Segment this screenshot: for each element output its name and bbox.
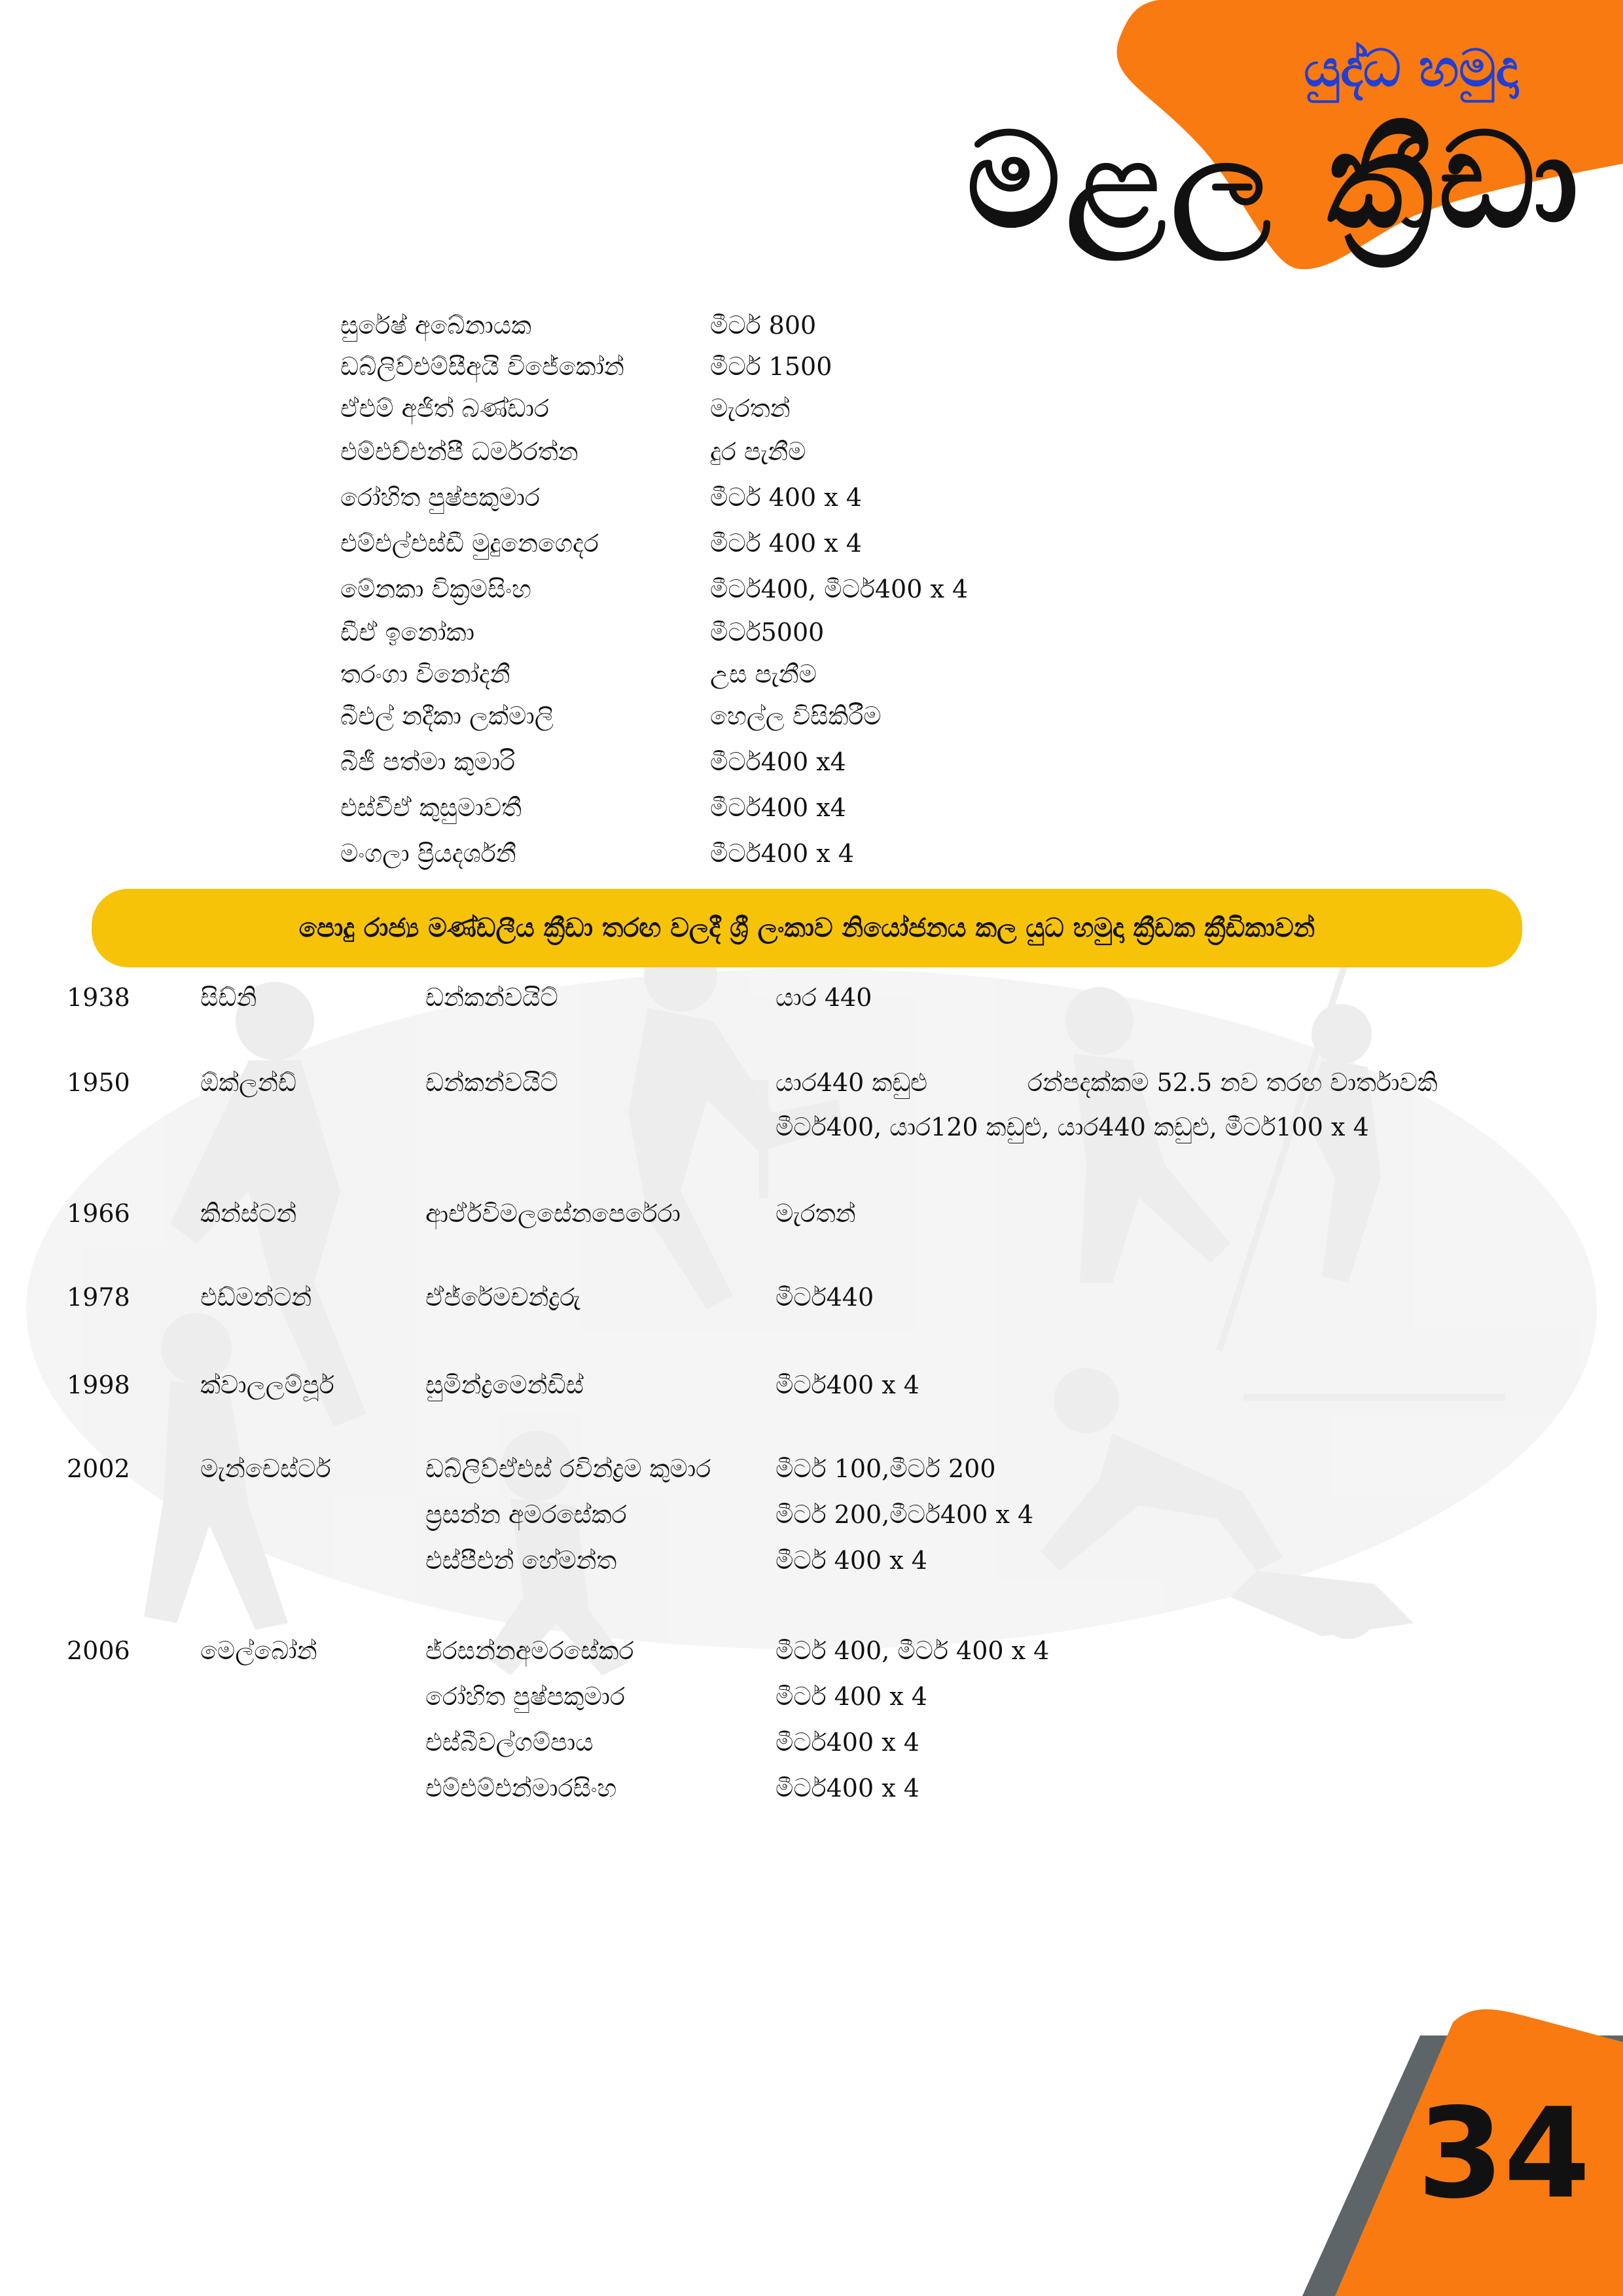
games-city: මෙල්බෝන් <box>200 1636 317 1665</box>
athlete-event: මීටර් 400 x 4 <box>710 483 862 512</box>
games-athlete: ආර්ඒවිමලසේනපෙරේරා <box>425 1199 681 1228</box>
athlete-event: මීටර්400 x4 <box>710 793 846 822</box>
athlete-event: මීටර් 1500 <box>710 352 832 381</box>
games-city: එඩ්මන්ටන් <box>200 1283 312 1312</box>
athlete-event: දුර පැනීම <box>710 437 806 466</box>
athlete-name: ඩීඒ ඉනෝකා <box>340 618 474 647</box>
games-athlete: රෝහිත පුෂ්පකුමාර <box>425 1682 625 1711</box>
athlete-name: සුරේෂ් අබේනායක <box>340 311 531 340</box>
games-event: මීටර්400 x 4 <box>776 1728 919 1757</box>
athlete-name: රෝහිත පුෂ්පකුමාර <box>340 483 540 512</box>
athlete-name: ඩබ්ලිව්එම්සීඅයි විජේකෝන් <box>340 352 624 381</box>
games-year: 1966 <box>67 1199 130 1228</box>
games-athlete: ඩන්කන්වයිට් <box>425 983 558 1012</box>
games-event: මීටර්400 x 4 <box>776 1371 919 1399</box>
games-athlete: ජ්රසන්නඅමරසේකර <box>425 1636 634 1665</box>
athlete-name: බීඑල් නදීකා ලක්මාලි <box>340 702 554 730</box>
games-note: රන්පදක්කම 52.5 නව තරඟ වාර්තාවකි <box>1027 1068 1438 1097</box>
page-title: මළල ක්‍රීඩා <box>966 105 1584 257</box>
games-city: ක්වාලලම්පූර් <box>200 1371 334 1399</box>
games-athlete: ප්‍රසන්න අමරසේකර <box>425 1500 627 1529</box>
banner-title: පොදු රාජ්‍ය මණ්ඩලීය ක්‍රීඩා තරඟ වලදී ශ්‍රී ලංකාව නියෝජනය කල යුධ හමුදා ක්‍රීඩක ක්‍රීඩිකාවන් <box>298 913 1315 943</box>
games-athlete: ඩබ්ලිව්ඒඑස් රවින්ද්‍රම කුමාර <box>425 1454 711 1483</box>
series-title: යුද්ධ හමුදා <box>1304 39 1518 98</box>
athlete-name: මේනකා වික්‍රමසිංහ <box>340 575 531 603</box>
games-event: යාර440 කඩුළු <box>776 1068 928 1097</box>
athlete-event: මීටර් 800 <box>710 311 817 340</box>
athlete-name: මංගලා ප්‍රියදර්ශනී <box>340 839 516 868</box>
athlete-event: උස පැනීම <box>710 660 817 689</box>
games-year: 1998 <box>67 1371 130 1399</box>
games-year: 1938 <box>67 983 130 1012</box>
games-city: මැන්චෙස්ටර් <box>200 1454 331 1483</box>
games-year: 2006 <box>67 1636 130 1665</box>
games-event: මීටර් 400, මීටර් 400 x 4 <box>776 1636 1050 1665</box>
athlete-name: එම්එල්එස්ඩී මුදුනෙගෙදර <box>340 529 599 558</box>
games-event: මීටර් 200,මීටර්400 x 4 <box>776 1500 1034 1529</box>
games-event: මීටර් 400 x 4 <box>776 1682 927 1711</box>
games-year: 1950 <box>67 1068 130 1097</box>
athlete-event: මීටර්400 x4 <box>710 747 846 776</box>
games-city: සිඩ්නි <box>200 983 257 1012</box>
athlete-name: එම්එච්එන්පී ධර්මරත්න <box>340 437 579 466</box>
games-athlete: ඒජ්රේමචන්ද්‍රරු <box>425 1283 581 1312</box>
games-athlete: එස්පීඑන් හේමන්ත <box>425 1546 617 1575</box>
athlete-event: හෙල්ල විසිකිරීම <box>710 702 882 730</box>
games-event: මීටර්400, යාර120 කඩුළු, යාර440 කඩුළු, මීටර්100 x 4 <box>776 1113 1369 1141</box>
games-athlete: එම්එම්එන්මාරසිංහ <box>425 1774 617 1803</box>
games-event: මීටර්440 <box>776 1283 874 1312</box>
games-athlete: එස්බීවල්ගම්පාය <box>425 1728 594 1757</box>
games-city: ඕක්ලන්ඩ් <box>200 1068 297 1097</box>
games-athlete: සුමින්ද්‍රමෙන්ඩිස් <box>425 1371 584 1399</box>
games-event: යාර 440 <box>776 983 872 1012</box>
games-athlete: ඩන්කන්වයිට් <box>425 1068 558 1097</box>
games-city: කින්ස්ටන් <box>200 1199 297 1228</box>
games-event: මීටර් 400 x 4 <box>776 1546 927 1575</box>
games-event: මැරතන් <box>776 1199 856 1228</box>
athlete-name: ඒඑම් අජිත් බණ්ඩාර <box>340 394 550 423</box>
athlete-event: මීටර්5000 <box>710 618 825 647</box>
page-number: 34 <box>1417 2081 1590 2226</box>
athlete-name: තරංගා විනෝදනී <box>340 660 510 689</box>
games-year: 1978 <box>67 1283 130 1312</box>
games-year: 2002 <box>67 1454 130 1483</box>
athlete-event: මීටර්400 x 4 <box>710 839 854 868</box>
games-event: මීටර් 100,මීටර් 200 <box>776 1454 996 1483</box>
games-event: මීටර්400 x 4 <box>776 1774 919 1803</box>
athlete-event: මීටර්400, මීටර්400 x 4 <box>710 575 969 603</box>
athlete-name: බීජී පත්මා කුමාරි <box>340 747 516 776</box>
athlete-event: මීටර් 400 x 4 <box>710 529 862 558</box>
athlete-event: මැරතන් <box>710 394 791 423</box>
athlete-name: එස්වීඒ කුසුමාවතී <box>340 793 522 822</box>
